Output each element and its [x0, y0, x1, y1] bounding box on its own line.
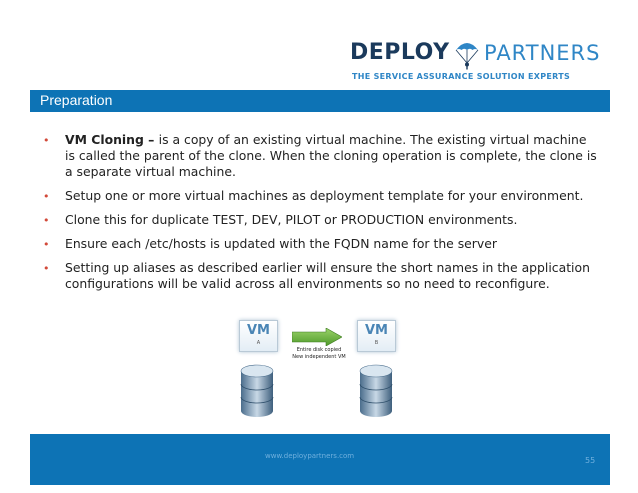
title-bar: [30, 90, 610, 112]
page-number: 55: [585, 456, 596, 465]
bullet-dot-icon: •: [43, 190, 50, 203]
bullet-list: [40, 132, 600, 300]
bullet-text: Setting up aliases as described earlier will ensure the short names in the application configurations will be valid across all environments so no need to reconfigure.: [65, 260, 590, 291]
database-disk-icon: [240, 363, 274, 423]
database-disk-icon: [359, 363, 393, 423]
vm-a-box: [239, 320, 278, 352]
diagram-caption: [281, 347, 357, 361]
bullet-text: Setup one or more virtual machines as deployment template for your environment.: [65, 188, 584, 203]
bullet-dot-icon: •: [43, 238, 50, 251]
vm-b-box: [357, 320, 396, 352]
slide: [30, 20, 610, 465]
bullet-dot-icon: •: [43, 262, 50, 275]
vm-a-title: VM: [247, 323, 270, 338]
vm-a-label: A: [256, 340, 261, 346]
logo-tagline: THE SERVICE ASSURANCE SOLUTION EXPERTS: [352, 72, 571, 81]
bullet-item: [40, 260, 600, 292]
bullet-item: [40, 212, 600, 228]
parachute-icon: [454, 40, 480, 74]
bullet-text: Clone this for duplicate TEST, DEV, PILOT or PRODUCTION environments.: [65, 212, 518, 227]
bullet-text: is a copy of an existing virtual machine. The existing virtual machine is called the parent of the clone. When the cloning operation is complete, the clone is a separate virtual machine.: [65, 132, 597, 179]
bullet-dot-icon: •: [43, 214, 50, 227]
bullet-text: Ensure each /etc/hosts is updated with the FQDN name for the server: [65, 236, 497, 251]
footer-url: www.deploypartners.com: [265, 452, 355, 460]
bullet-dot-icon: •: [43, 134, 50, 147]
bullet-item: [40, 188, 600, 204]
vm-b-title: VM: [365, 323, 388, 338]
caption-line-1: Entire disk copied: [296, 347, 342, 353]
slide-title: Preparation: [40, 92, 113, 108]
footer-bar: [30, 434, 610, 485]
caption-line-2: New independent VM: [292, 354, 346, 360]
bullet-item: [40, 132, 600, 180]
vm-b-label: B: [374, 340, 379, 346]
bullet-item: [40, 236, 600, 252]
logo-deploy-text: DEPLOY: [350, 40, 450, 65]
bullet-bold-text: VM Cloning –: [65, 132, 159, 147]
vm-clone-diagram: [237, 318, 397, 423]
logo-partners-text: PARTNERS: [484, 41, 601, 65]
